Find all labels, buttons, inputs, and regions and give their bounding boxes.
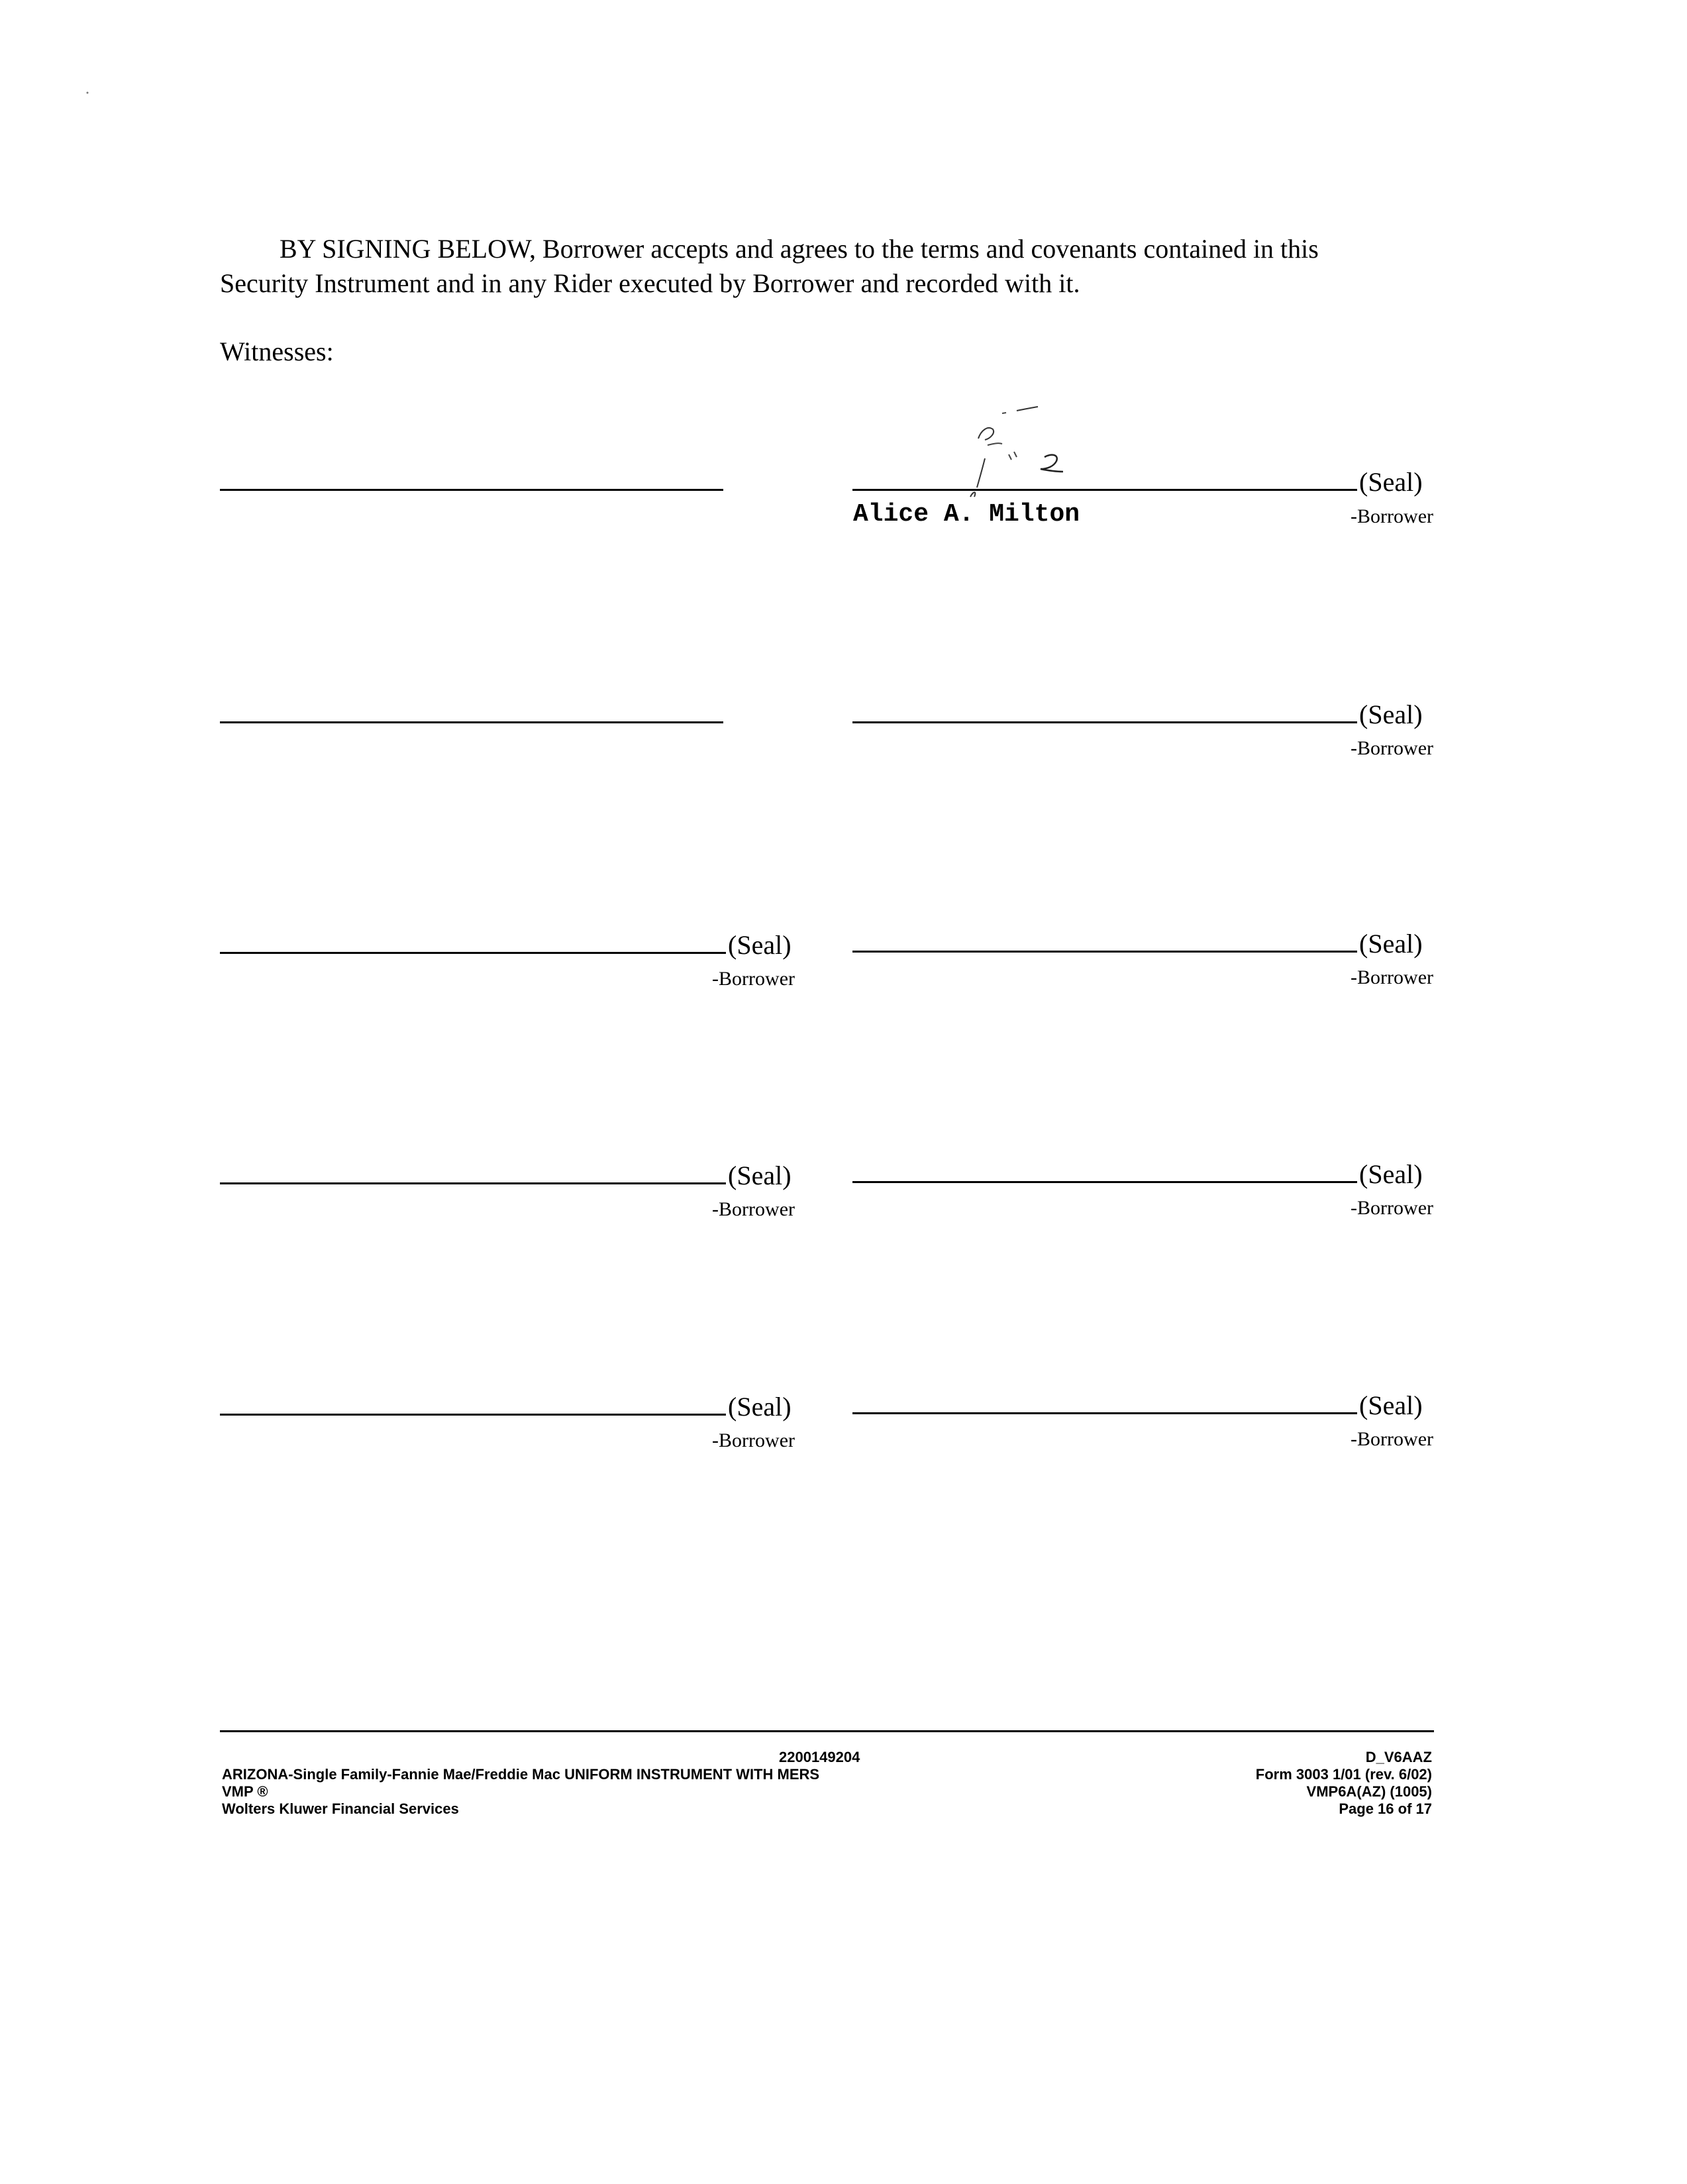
borrower-signature-line-2 xyxy=(852,721,1357,723)
footer-right-line: Form 3003 1/01 (rev. 6/02) xyxy=(1255,1766,1432,1783)
borrower-signature-line-8 xyxy=(852,1412,1357,1414)
borrower-signature-line-1 xyxy=(852,489,1357,491)
agreement-line-2: Security Instrument and in any Rider executed by Borrower and recorded with it. xyxy=(220,268,1080,298)
witness-signature-line-2 xyxy=(220,721,723,723)
borrower-signature-line-3 xyxy=(220,952,726,954)
footer-form-codes xyxy=(1126,1749,1432,1818)
agreement-line-1: BY SIGNING BELOW, Borrower accepts and agrees to the terms and covenants contained in this xyxy=(280,234,1319,264)
seal-label: (Seal) xyxy=(1359,1159,1423,1189)
borrower-label: -Borrower xyxy=(712,1430,795,1451)
borrower-label: -Borrower xyxy=(1351,1197,1433,1219)
borrower-signature-line-7 xyxy=(220,1414,726,1416)
borrower-signature-line-6 xyxy=(852,1181,1357,1183)
seal-label: (Seal) xyxy=(1359,467,1423,497)
borrower-label: -Borrower xyxy=(1351,737,1433,759)
borrower-label: -Borrower xyxy=(712,1198,795,1220)
borrower-label: -Borrower xyxy=(1351,1428,1433,1450)
borrower-label: -Borrower xyxy=(712,968,795,990)
witness-signature-line-1 xyxy=(220,489,723,491)
footer-right-line: VMP6A(AZ) (1005) xyxy=(1306,1783,1432,1800)
seal-label: (Seal) xyxy=(1359,929,1423,959)
loan-number: 2200149204 xyxy=(779,1749,860,1765)
borrower-signature xyxy=(924,391,1109,503)
page-number: Page 16 of 17 xyxy=(1339,1800,1432,1817)
borrower-signature-line-5 xyxy=(220,1182,726,1184)
borrower-label: -Borrower xyxy=(1351,966,1433,988)
seal-label: (Seal) xyxy=(1359,1390,1423,1420)
borrower-name: Alice A. Milton xyxy=(853,500,1080,529)
scan-specks xyxy=(0,0,132,132)
seal-label: (Seal) xyxy=(728,1161,792,1190)
borrower-label: -Borrower xyxy=(1351,505,1433,527)
borrower-signature-line-4 xyxy=(852,951,1357,953)
footer-form-description xyxy=(222,1766,819,1818)
footer-right-line: D_V6AAZ xyxy=(1365,1749,1432,1765)
witnesses-label: Witnesses: xyxy=(220,337,334,366)
footer-rule xyxy=(220,1730,1434,1732)
seal-label: (Seal) xyxy=(1359,700,1423,729)
agreement-paragraph xyxy=(220,232,1433,301)
footer-left-line: Wolters Kluwer Financial Services xyxy=(222,1800,459,1817)
footer-left-line: VMP ® xyxy=(222,1783,268,1800)
footer-left-line: ARIZONA-Single Family-Fannie Mae/Freddie Mac UNIFORM INSTRUMENT WITH MERS xyxy=(222,1766,820,1783)
seal-label: (Seal) xyxy=(728,1392,792,1422)
seal-label: (Seal) xyxy=(728,930,792,960)
